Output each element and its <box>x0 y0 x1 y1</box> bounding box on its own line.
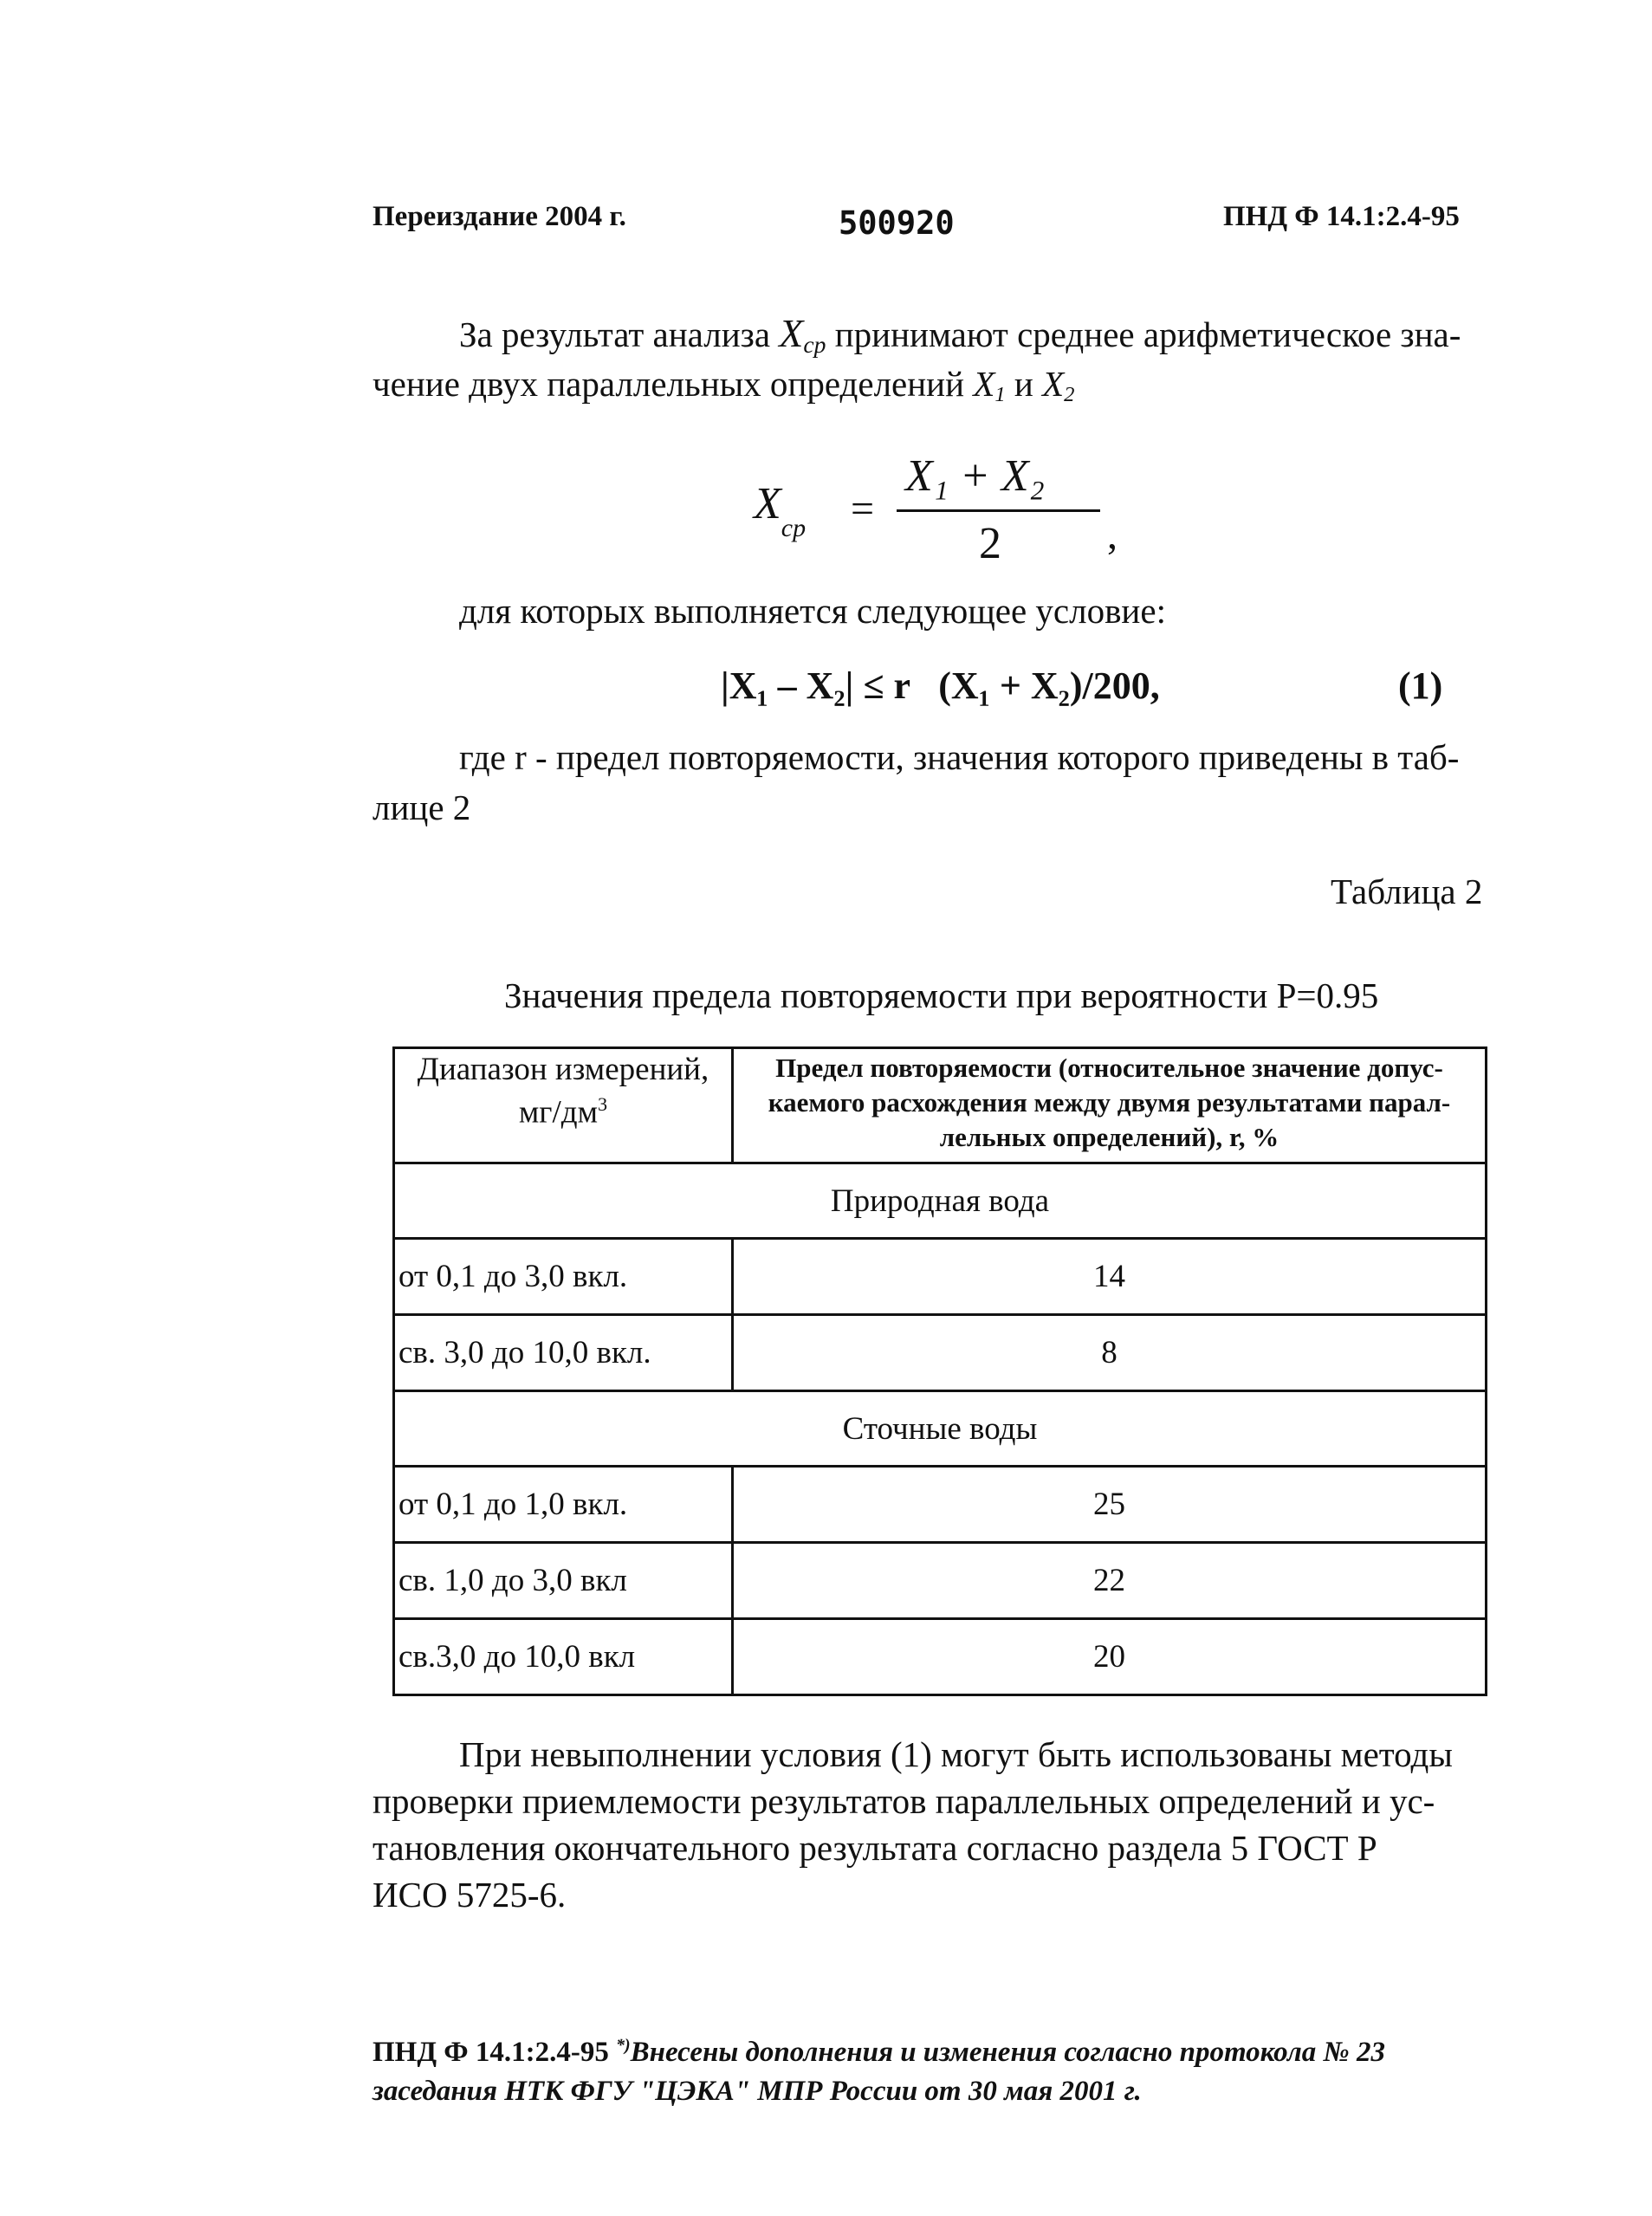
table-header-range <box>394 1048 733 1163</box>
header-range-line1: Диапазон измерений, <box>417 1052 709 1087</box>
closing-line-3: тановления окончательного результата согласно раздела 5 ГОСТ Р <box>373 1828 1377 1868</box>
table-header-limit <box>733 1048 1487 1163</box>
intro-line-2 <box>373 359 1481 420</box>
table-cell-range: св.3,0 до 10,0 вкл <box>394 1619 733 1695</box>
header-range-unit-sup: 3 <box>598 1093 608 1115</box>
table-row <box>394 1239 1487 1315</box>
table-cell-range: св. 3,0 до 10,0 вкл. <box>394 1315 733 1391</box>
repeatability-table <box>392 1046 1487 1696</box>
formula-mean-lhs <box>754 478 806 543</box>
formula-mean-equals: = <box>851 486 875 532</box>
formula-condition-number: (1) <box>1398 664 1443 707</box>
condition-intro: для которых выполняется следующее условие: <box>459 591 1166 631</box>
intro-text-b: принимают среднее арифметическое зна- <box>834 314 1461 354</box>
intro-text-c: чение двух параллельных определений <box>373 364 965 404</box>
table-header-row <box>394 1048 1487 1163</box>
table-cell-value: 25 <box>733 1467 1487 1543</box>
intro-and: и <box>1014 364 1033 404</box>
table-section-waste-water: Сточные воды <box>394 1391 1487 1467</box>
footer-line-1 <box>373 2036 1385 2069</box>
var-x-mean: X <box>779 311 804 355</box>
var-x2: X <box>1042 364 1065 404</box>
where-line-1: где r - предел повторяемости, значения которого приведены в таб- <box>459 737 1460 777</box>
header-edition: Переиздание 2004 г. <box>373 201 626 232</box>
where-line-2: лице 2 <box>373 787 471 827</box>
table-section-natural-water: Природная вода <box>394 1163 1487 1239</box>
table-section-row <box>394 1163 1487 1239</box>
footer-line-2 <box>373 2076 1142 2108</box>
formula-mean-numerator: X₁ + X₂ <box>905 451 1045 501</box>
formula-condition: |X₁ – X₂| ≤ r (X₁ + X₂)/200, <box>721 664 1160 707</box>
header-range-line2 <box>395 1087 731 1130</box>
table-section-row <box>394 1391 1487 1467</box>
formula-mean-denominator: 2 <box>979 519 1001 568</box>
footer-mark: *) <box>616 2036 631 2055</box>
table-row <box>394 1543 1487 1619</box>
closing-line-2: проверки приемлемости результатов параллельных определений и ус- <box>373 1781 1435 1821</box>
table-row <box>394 1619 1487 1695</box>
table-cell-value: 14 <box>733 1239 1487 1315</box>
formula-mean-fraction-bar <box>897 509 1100 512</box>
var-x1: X <box>973 364 995 404</box>
header-standard-code: ПНД Ф 14.1:2.4-95 <box>1223 201 1460 232</box>
closing-line-1: При невыполнении условия (1) могут быть использованы методы <box>459 1734 1453 1774</box>
footer-code: ПНД Ф 14.1:2.4-95 <box>373 2036 609 2068</box>
table-cell-range: от 0,1 до 1,0 вкл. <box>394 1467 733 1543</box>
table-cell-value: 22 <box>733 1543 1487 1619</box>
header-limit-text: Предел повторяемости (относительное значение допус-каемого расхождения между двумя результатами парал-лельных определений), r, % <box>768 1053 1451 1152</box>
formula-lhs-sub: ср <box>781 514 807 542</box>
formula-mean-comma: , <box>1107 512 1118 558</box>
closing-line-4: ИСО 5725-6. <box>373 1875 567 1915</box>
table-cell-value: 8 <box>733 1315 1487 1391</box>
table-label: Таблица 2 <box>1331 871 1483 911</box>
header-range-unit: мг/дм <box>518 1094 598 1131</box>
table-cell-range: от 0,1 до 3,0 вкл. <box>394 1239 733 1315</box>
var-x-mean-sub: ср <box>803 330 826 358</box>
table-caption: Значения предела повторяемости при вероятности P=0.95 <box>504 975 1379 1015</box>
table-row <box>394 1467 1487 1543</box>
table-cell-value: 20 <box>733 1619 1487 1695</box>
formula-lhs-x: X <box>754 479 781 528</box>
footer-note-1: Внесены дополнения и изменения согласно протокола № 23 <box>630 2036 1385 2068</box>
table-row <box>394 1315 1487 1391</box>
table-cell-range: св. 1,0 до 3,0 вкл <box>394 1543 733 1619</box>
header-doc-number: 500920 <box>839 204 955 242</box>
var-x1-sub: 1 <box>994 383 1006 407</box>
var-x2-sub: 2 <box>1064 383 1075 407</box>
intro-text-a: За результат анализа <box>459 314 771 354</box>
footer-note-2: заседания НТК ФГУ "ЦЭКА" МПР России от 30 мая 2001 г. <box>373 2076 1142 2107</box>
